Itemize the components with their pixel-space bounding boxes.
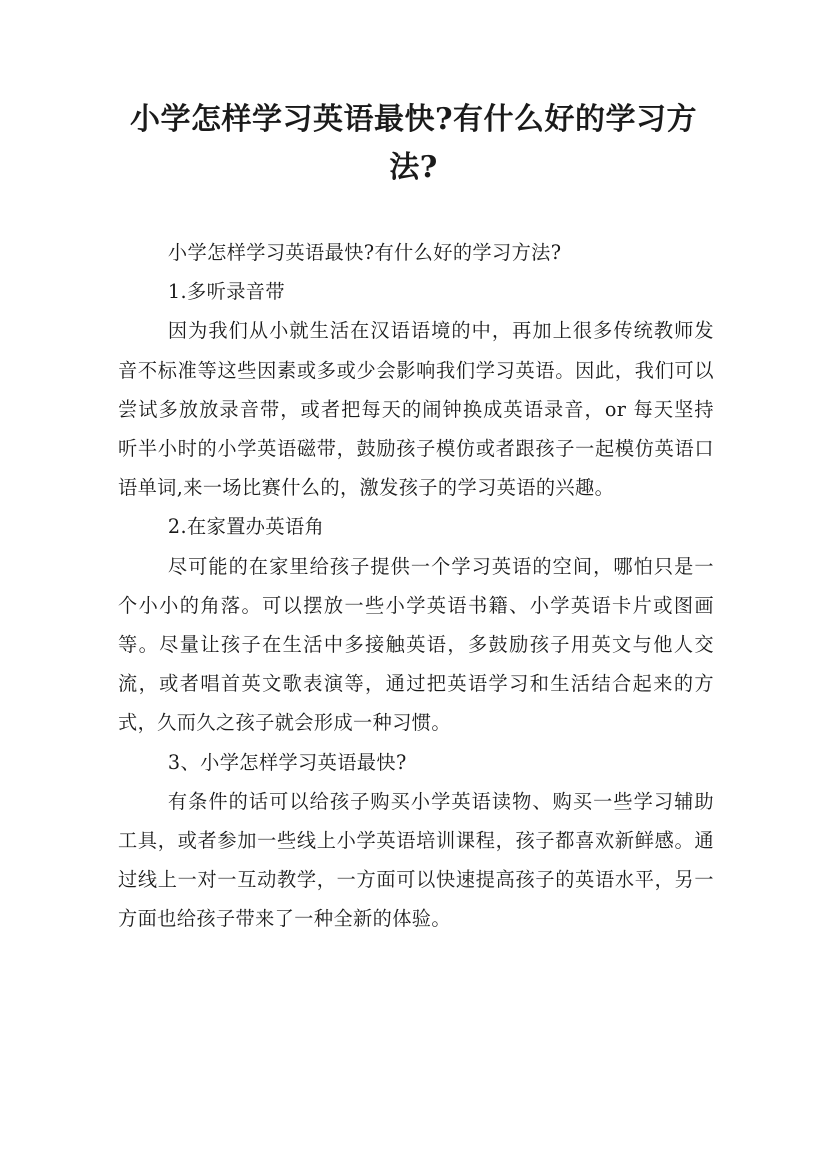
intro-question: 小学怎样学习英语最快?有什么好的学习方法? <box>167 241 562 264</box>
section-heading-2: 2.在家置办英语角 <box>167 515 325 539</box>
document-body <box>118 233 714 939</box>
section-paragraph-2: 尽可能的在家里给孩子提供一个学习英语的空间，哪怕只是一个小小的角落。可以摆放一些小学英语书籍、小学英语卡片或图画等。尽量让孩子在生活中多接触英语，多鼓励孩子用英文与他人交流，或者唱首英文歌表演等，通过把英语学习和生活结合起来的方式，久而久之孩子就会形成一种习惯。 <box>118 554 714 735</box>
document-title: 小学怎样学习英语最快?有什么好的学习方法? <box>129 102 698 185</box>
section-paragraph-3: 有条件的话可以给孩子购买小学英语读物、购买一些学习辅助工具，或者参加一些线上小学英语培训课程，孩子都喜欢新鲜感。通过线上一对一互动教学，一方面可以快速提高孩子的英语水平，另一方面也给孩子带来了一种全新的体验。 <box>118 789 714 931</box>
section-heading-3: 3、小学怎样学习英语最快? <box>167 750 407 774</box>
section-paragraph-1: 因为我们从小就生活在汉语语境的中，再加上很多传统教师发音不标准等这些因素或多或少会影响我们学习英语。因此，我们可以尝试多放放录音带，或者把每天的闹钟换成英语录音，or 每天坚持听半小时的小学英语磁带，鼓励孩子模仿或者跟孩子一起模仿英语口语单词,来一场比赛什么的，激发孩子的学习英语的兴趣。 <box>118 319 714 500</box>
section-heading-1: 1.多听录音带 <box>167 280 285 304</box>
